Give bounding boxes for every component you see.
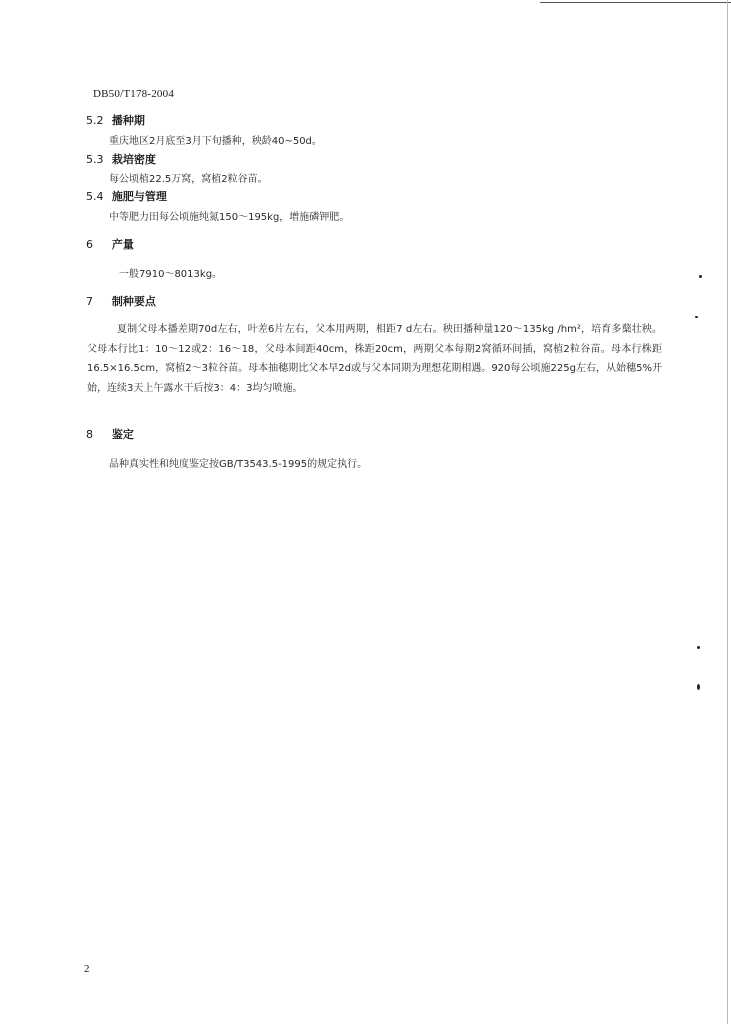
- scan-speck: [699, 275, 702, 278]
- section-heading-8: [86, 426, 134, 442]
- section-body-8: 品种真实性和纯度鉴定按GB/T3543.5-1995的规定执行。: [109, 459, 368, 470]
- section-body-6: 一般7910～8013kg。: [119, 269, 223, 280]
- scan-speck: [695, 316, 698, 318]
- section-body-5-2: 重庆地区2月底至3月下旬播种，秧龄40~50d。: [109, 136, 322, 147]
- section-heading-6: [86, 236, 134, 252]
- section-number: 5.2: [86, 114, 104, 127]
- section-heading-5-3: [86, 151, 156, 167]
- section-title: 产量: [111, 238, 134, 251]
- section-number: 6: [86, 238, 93, 251]
- section-title: 栽培密度: [111, 153, 156, 166]
- section-title: 鉴定: [111, 428, 134, 441]
- scan-speck: [697, 684, 700, 690]
- document-code: DB50/T178-2004: [93, 88, 175, 100]
- section-title: 制种要点: [111, 295, 156, 308]
- scan-edge-right: [727, 0, 728, 1024]
- section-body-7: 夏制父母本播差期70d左右，叶差6片左右，父本用两期，相距7 d左右。秧田播种量120～135kg /hm²，培育多蘖壮秧。父母本行比1：10～12或2：16～18，父母本间距40cm，株距20cm，两期父本每期2窝循环间插，窝植2粒谷苗。母本行株距16.5×16.5cm，窝植2～3粒谷苗。母本抽穗期比父本早2d或与父本同期为理想花期相遇。920每公顷施225g左右，从始穗5%开始，连续3天上午露水干后按3：4：3均匀喷施。: [87, 324, 662, 394]
- section-title: 施肥与管理: [111, 190, 167, 203]
- scan-speck: [697, 646, 700, 649]
- section-number: 5.4: [86, 190, 104, 203]
- section-heading-5-4: [86, 188, 167, 204]
- section-heading-5-2: [86, 112, 145, 128]
- section-number: 7: [86, 295, 93, 308]
- section-title: 播种期: [111, 114, 145, 127]
- section-number: 5.3: [86, 153, 104, 166]
- section-body-5-4: 中等肥力田每公顷施纯氮150～195kg，增施磷钾肥。: [109, 212, 350, 223]
- page-number: 2: [84, 963, 90, 975]
- section-heading-7: [86, 293, 156, 309]
- section-number: 8: [86, 428, 93, 441]
- scan-edge-top: [540, 2, 731, 3]
- section-body-5-3: 每公顷植22.5万窝，窝植2粒谷苗。: [109, 174, 268, 185]
